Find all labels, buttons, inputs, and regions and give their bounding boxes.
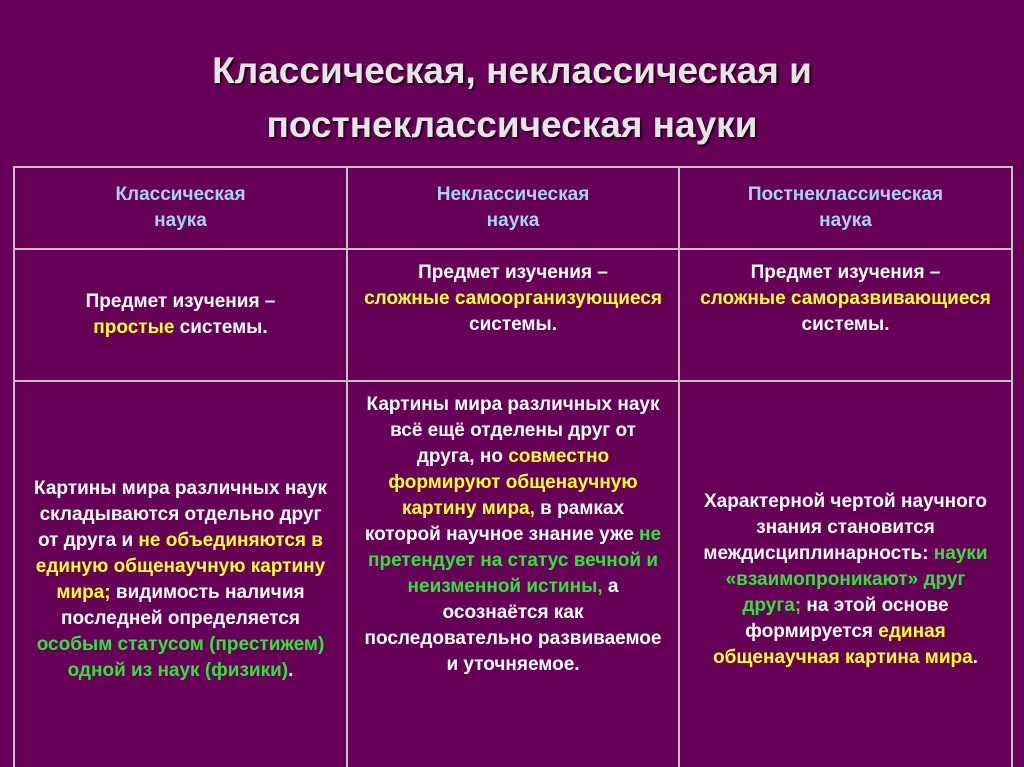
worldview-nonclassic-cell <box>347 381 679 767</box>
worldview-nonclassic-green: не претендует на статус вечной и неизменной истины, <box>367 524 662 597</box>
subject-postnonclassic-p1: Предмет изучения – <box>750 262 941 283</box>
subject-nonclassic-p2: системы. <box>469 314 557 335</box>
subject-nonclassic-cell <box>347 249 679 381</box>
subject-postnonclassic-p2: системы. <box>801 314 890 335</box>
worldview-postnonclassic-yellow: единая общенаучная картина мира <box>713 620 973 668</box>
worldview-classic-green: особым статусом (престижем) одной из наук (физики) <box>36 633 325 681</box>
subject-postnonclassic-cell <box>679 249 1012 381</box>
subject-row <box>14 249 1012 381</box>
header-classic <box>14 167 347 249</box>
header-nonclassic-line1: Неклассическая <box>436 184 590 205</box>
slide-title <box>0 44 1024 152</box>
header-nonclassic <box>347 167 679 249</box>
worldview-postnonclassic-text3: . <box>972 646 978 668</box>
worldview-row <box>14 381 1012 767</box>
header-postnonclassic-line2: наука <box>819 210 872 231</box>
subject-classic-p2: системы. <box>174 317 268 338</box>
worldview-nonclassic-yellow: совместно формируют общенаучную картину мира, <box>388 446 638 519</box>
slide-title-line2: постнеклассическая науки <box>266 104 758 145</box>
table-header-row <box>14 167 1012 249</box>
worldview-classic-text1: Картины мира различных наук складываются отдельно друг от друга и <box>34 477 327 551</box>
worldview-nonclassic-text2: в рамках которой научное знание уже <box>364 498 640 545</box>
header-postnonclassic-line1: Постнеклассическая <box>747 184 944 205</box>
worldview-classic-text3: . <box>288 659 294 681</box>
header-classic-line2: наука <box>154 210 207 231</box>
worldview-classic-text2: видимость наличия последней определяется <box>61 581 305 629</box>
worldview-postnonclassic-text1: Характерной чертой научного знания становится междисциплинарность: <box>703 490 987 564</box>
worldview-classic-yellow: не объединяются в единую общенаучную картину мира; <box>35 529 326 603</box>
subject-classic-p1: Предмет изучения – <box>85 291 276 312</box>
worldview-postnonclassic-green: науки «взаимопроникают» друг друга; <box>725 542 988 616</box>
comparison-table <box>13 166 1013 767</box>
subject-nonclassic-p1: Предмет изучения – <box>418 262 608 283</box>
header-classic-line1: Классическая <box>115 184 246 205</box>
worldview-classic-cell <box>14 381 347 767</box>
subject-postnonclassic-highlight: сложные саморазвивающиеся <box>700 288 991 309</box>
worldview-postnonclassic-text2: на этой основе формируется <box>745 594 949 642</box>
header-nonclassic-line2: наука <box>486 210 540 231</box>
subject-nonclassic-highlight: сложные самоорганизующиеся <box>364 288 662 309</box>
worldview-nonclassic-text1: Картины мира различных наук всё ещё отделены друг от друга, но <box>366 394 660 467</box>
subject-classic-highlight: простые <box>93 317 175 338</box>
worldview-postnonclassic-cell <box>679 381 1012 767</box>
worldview-nonclassic-text3: а осознаётся как последовательно развиваемое и уточняемое. <box>364 576 662 675</box>
slide-title-line1: Классическая, неклассическая и <box>212 50 812 91</box>
header-postnonclassic <box>679 167 1012 249</box>
subject-classic-cell <box>14 249 347 381</box>
